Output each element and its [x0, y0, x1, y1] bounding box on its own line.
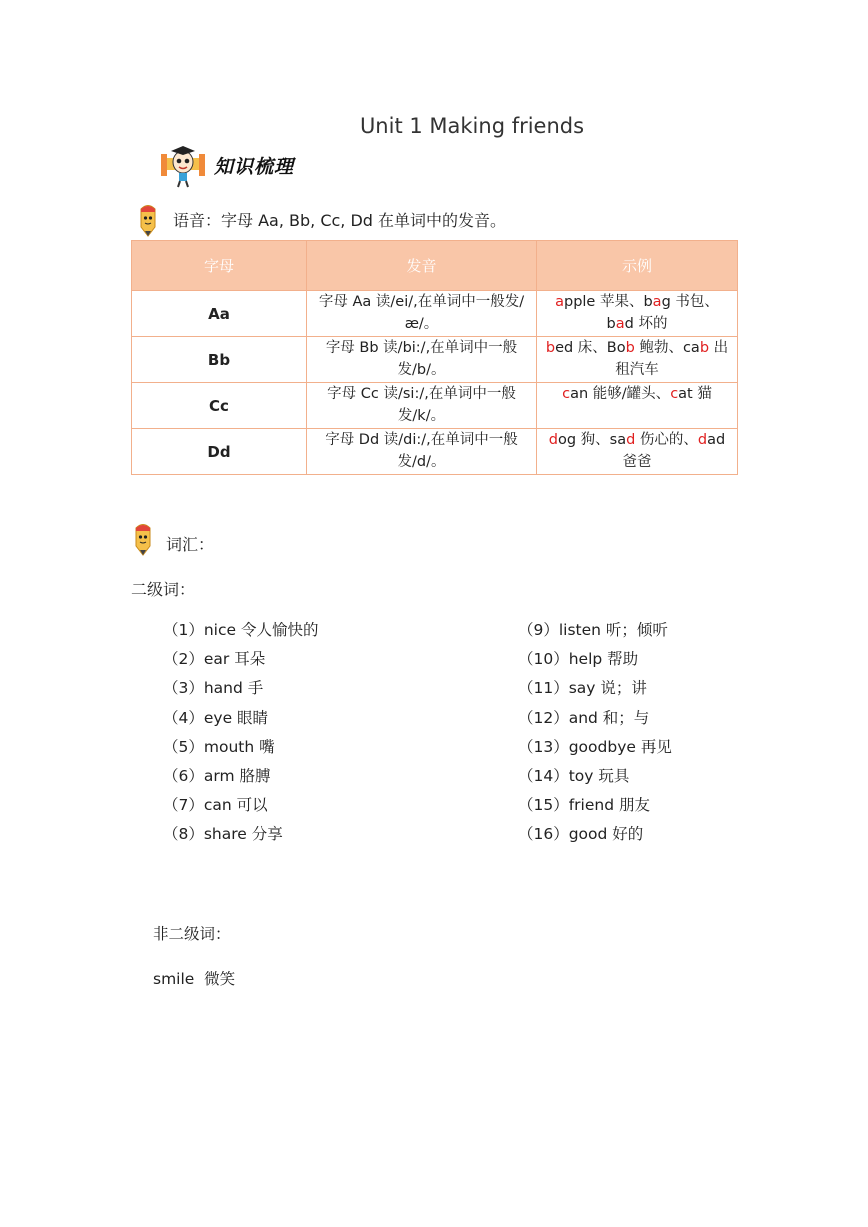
vocab-item: （1）nice 令人愉快的 — [163, 621, 319, 639]
highlighted-letter: a — [555, 294, 564, 310]
example-text: 鲍勃、ca — [634, 340, 700, 356]
phonics-sound: 字母 Aa 读/ei/,在单词中一般发/æ/。 — [307, 291, 537, 337]
vocab-list-right — [518, 616, 672, 850]
vocab-item: （8）share 分享 — [163, 825, 283, 844]
example-text: ad 爸爸 — [622, 432, 726, 470]
phonics-row — [132, 291, 738, 337]
example-text: 伤心的、 — [635, 432, 698, 448]
phonics-table — [131, 240, 738, 475]
highlighted-letter: d — [548, 432, 558, 448]
example-text: g 书包、b — [606, 294, 719, 332]
highlighted-letter: b — [545, 340, 556, 356]
phonics-header-row — [132, 241, 738, 291]
phonics-example — [537, 337, 738, 383]
example-text: 出租汽车 — [615, 340, 729, 378]
vocab-list-left — [163, 616, 318, 850]
highlighted-letter: c — [670, 386, 679, 402]
phonics-example — [537, 291, 738, 337]
phonics-letter: Aa — [132, 291, 307, 337]
page-title: Unit 1 Making friends — [359, 114, 585, 138]
phonics-letter: Dd — [132, 429, 307, 475]
highlighted-letter: c — [562, 386, 571, 402]
vocab-item: （11）say 说；讲 — [518, 679, 647, 698]
pencil-icon — [132, 522, 154, 556]
highlighted-letter: b — [625, 340, 635, 356]
vocab-item: （3）hand 手 — [163, 679, 264, 698]
phonics-heading: 语音：字母 Aa, Bb, Cc, Dd 在单词中的发音。 — [173, 211, 507, 230]
vocab-item: （9）listen 听；倾听 — [518, 621, 668, 639]
example-text: og 狗、sa — [557, 432, 627, 448]
highlighted-letter: d — [626, 432, 636, 448]
header-example: 示例 — [537, 241, 738, 291]
highlighted-letter: d — [697, 432, 708, 448]
vocab-item: （13）goodbye 再见 — [518, 737, 672, 756]
phonics-row — [132, 337, 738, 383]
header-sound: 发音 — [307, 241, 537, 291]
vocab-item: （15）friend 朋友 — [518, 796, 650, 815]
vocab-item: （7）can 可以 — [163, 796, 268, 815]
vocab-item: （12）and 和；与 — [518, 708, 650, 727]
header-letter: 字母 — [132, 241, 307, 291]
phonics-sound: 字母 Cc 读/si:/,在单词中一般发/k/。 — [307, 383, 537, 429]
example-text: at 猫 — [678, 386, 712, 402]
vocab-item: （5）mouth 嘴 — [163, 737, 275, 756]
non-level2-heading: 非二级词： — [153, 925, 231, 943]
pencil-icon — [137, 203, 159, 237]
knowledge-banner — [158, 142, 294, 188]
phonics-letter: Cc — [132, 383, 307, 429]
knowledge-banner-text: 知识梳理 — [214, 155, 295, 178]
example-text: d 坏的 — [624, 316, 668, 332]
example-text: ed 床、Bo — [555, 340, 626, 356]
highlighted-letter: b — [699, 340, 710, 356]
phonics-sound: 字母 Bb 读/bi:/,在单词中一般发/b/。 — [307, 337, 537, 383]
teacher-mascot-icon — [158, 142, 208, 188]
example-text: pple 苹果、b — [564, 294, 653, 310]
vocab-item: （6）arm 胳膊 — [163, 766, 271, 785]
highlighted-letter: a — [615, 316, 625, 332]
highlighted-letter: a — [652, 294, 662, 310]
phonics-row — [132, 429, 738, 475]
phonics-example — [537, 429, 738, 475]
vocab-item: （4）eye 眼睛 — [163, 708, 269, 727]
phonics-example — [537, 383, 738, 429]
vocab-item: （16）good 好的 — [518, 825, 644, 844]
phonics-sound: 字母 Dd 读/di:/,在单词中一般发/d/。 — [307, 429, 537, 475]
vocab-item: （2）ear 耳朵 — [163, 650, 266, 669]
phonics-letter: Bb — [132, 337, 307, 383]
example-text: an 能够/罐头、 — [570, 386, 671, 402]
vocab-item: （10）help 帮助 — [518, 650, 639, 669]
vocab-item: （14）toy 玩具 — [518, 766, 630, 785]
level2-heading: 二级词： — [131, 580, 196, 599]
phonics-row — [132, 383, 738, 429]
non-level2-words: smile 微笑 — [153, 970, 236, 988]
vocab-heading: 词汇： — [166, 535, 215, 554]
